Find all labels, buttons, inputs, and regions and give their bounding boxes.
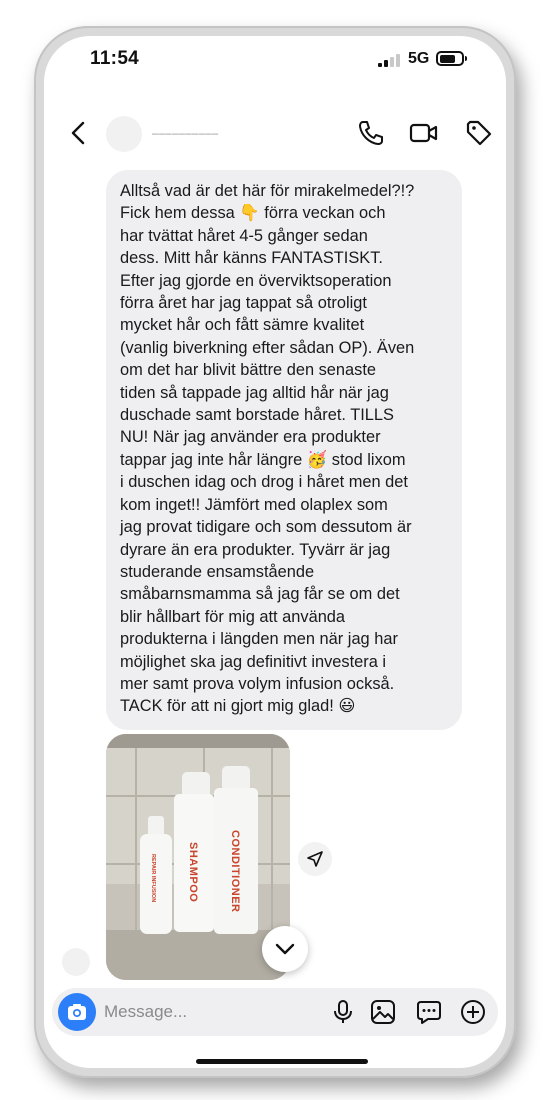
- contact-avatar[interactable]: [106, 116, 142, 152]
- network-label: 5G: [408, 50, 430, 67]
- tag-button[interactable]: [464, 118, 494, 148]
- repair-infusion-label: REPAIR INFUSION: [150, 854, 156, 903]
- chat-header: [44, 106, 506, 162]
- battery-icon: [436, 51, 464, 66]
- home-indicator[interactable]: [196, 1059, 368, 1064]
- plus-circle-icon: [460, 999, 486, 1025]
- chat-screen: [44, 36, 506, 1068]
- send-icon: [306, 850, 324, 868]
- phone-frame: [34, 26, 516, 1078]
- chevron-down-icon: [273, 937, 297, 961]
- status-bar: [44, 36, 506, 86]
- gallery-button[interactable]: [370, 999, 396, 1025]
- contact-name-blurred[interactable]: ▔▔▔▔▔▔▔▔▔▔: [152, 134, 219, 143]
- tag-icon: [464, 118, 494, 148]
- image-icon: [370, 999, 396, 1025]
- message-composer: [52, 988, 498, 1036]
- sender-avatar: [62, 948, 90, 976]
- message-bubble[interactable]: Alltså vad är det här för mirakelmedel?!? Fick hem dessa 👇 förra veckan och har tvättat håret 4-5 gånger sedan dess. Mitt hår känns FANTASTISKT. Efter jag gjorde en överviktsoperation förra året har jag tappat så otroligt mycket hår och fått sämre kvalitet (vanlig biverkning efter sådan OP). Även om det har blivit bättre den senaste tiden så tappade jag alltid hår när jag duschade samt borstade håret. TILLS NU! När jag använder era produkter tappar jag inte hår längre 🥳 stod lixom i duschen idag och drog i håret men det kom inget!! Jämfört med olaplex som jag provat tidigare och som dessutom är dyrare än era produkter. Tyvärr är jag studerande ensamstående småbarnsmamma så jag får se om det blir hållbart för mig att använda produkterna i längden men när jag har möjlighet ska jag definitivt investera i mer samt prova volym infusion också. TACK för att ni gjort mig glad! 😃: [106, 170, 462, 730]
- video-call-button[interactable]: [408, 118, 438, 148]
- signal-icon: [378, 53, 400, 67]
- voice-message-button[interactable]: [330, 999, 356, 1025]
- conditioner-label: CONDITIONER: [229, 830, 241, 913]
- camera-icon: [66, 1001, 88, 1023]
- video-camera-icon: [408, 118, 440, 148]
- shampoo-label: SHAMPOO: [187, 842, 199, 903]
- share-button[interactable]: [298, 842, 332, 876]
- message-input[interactable]: [104, 996, 294, 1028]
- call-button[interactable]: [356, 118, 386, 148]
- camera-button[interactable]: [58, 993, 96, 1031]
- chevron-left-icon: [64, 118, 94, 148]
- sticker-button[interactable]: [416, 999, 442, 1025]
- phone-icon: [356, 118, 386, 148]
- chat-bubble-icon: [416, 999, 442, 1025]
- back-button[interactable]: [64, 118, 94, 148]
- status-time: 11:54: [90, 48, 140, 69]
- add-button[interactable]: [460, 999, 486, 1025]
- microphone-icon: [330, 999, 356, 1025]
- scroll-down-button[interactable]: [262, 926, 308, 972]
